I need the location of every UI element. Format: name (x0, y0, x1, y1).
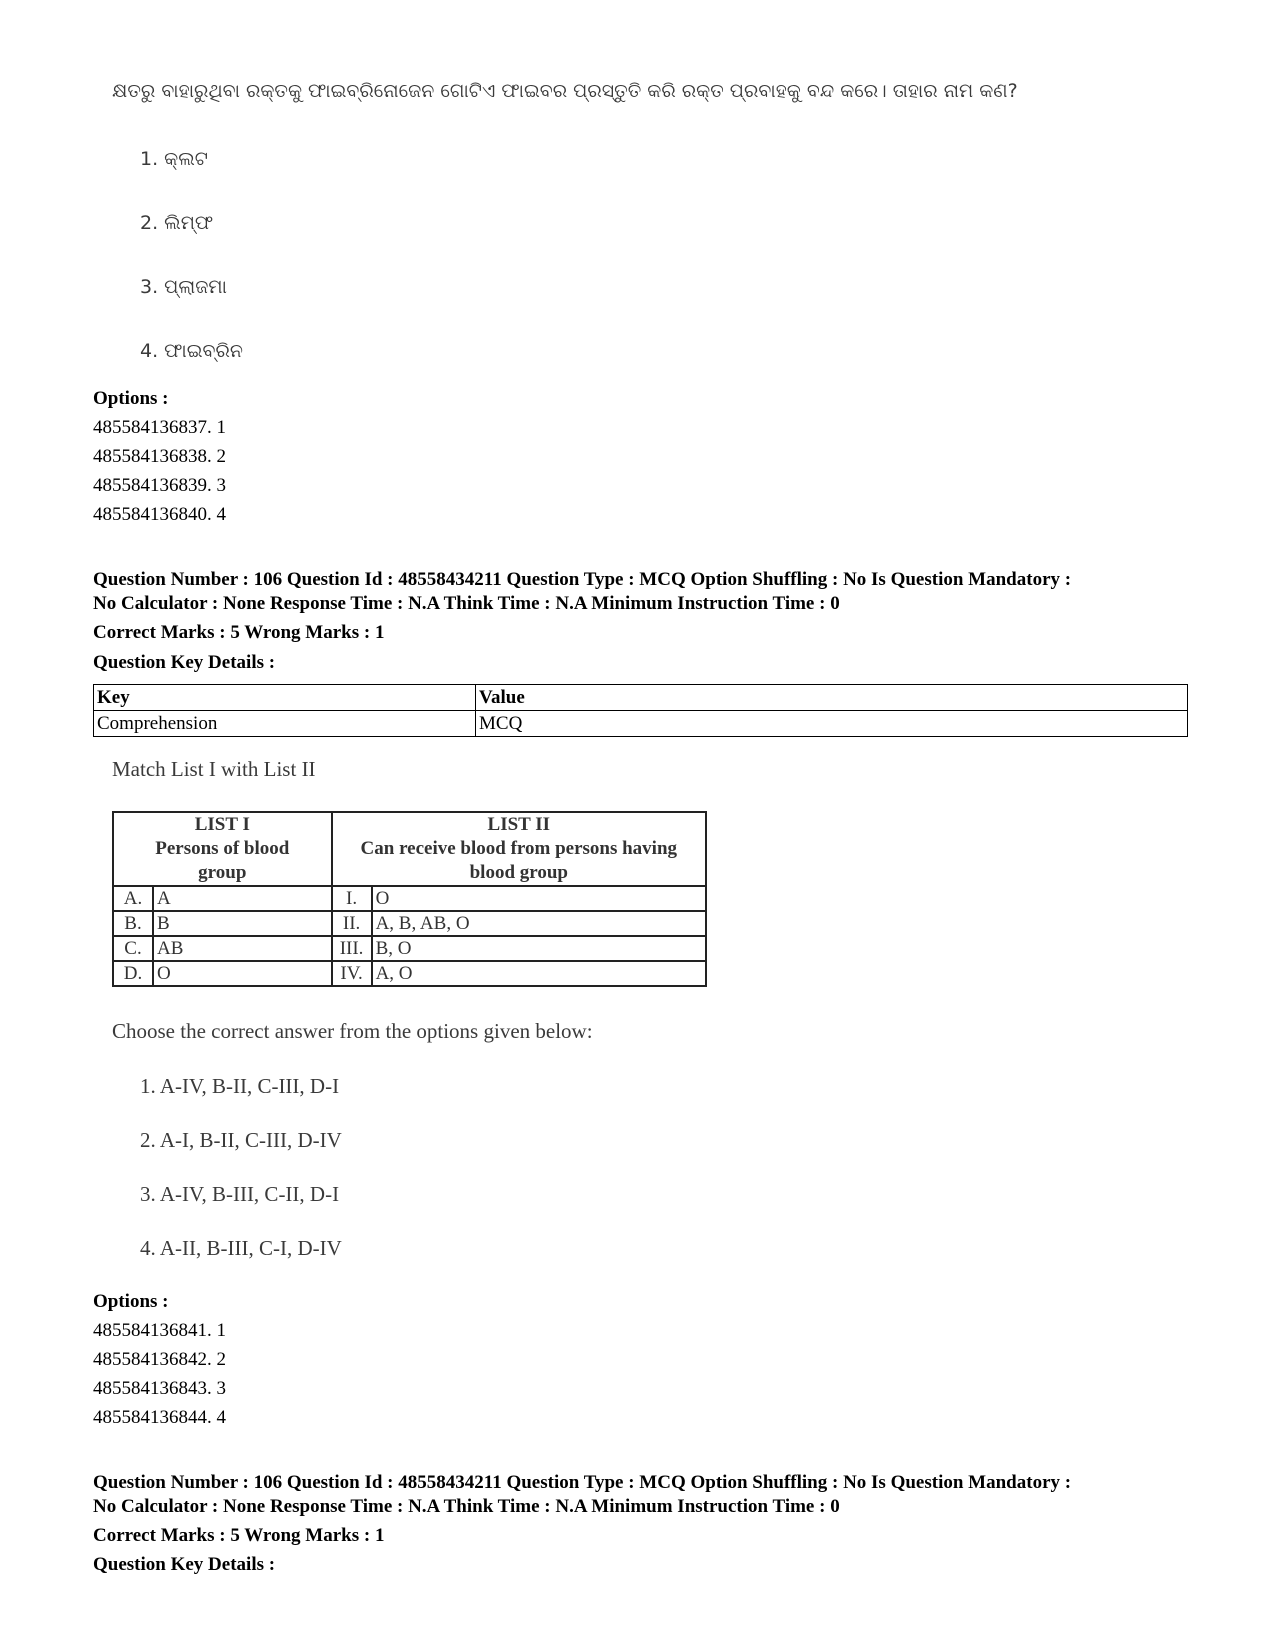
list1-value: B (153, 911, 332, 936)
list1-title: LIST I (194, 814, 250, 835)
list2-title: LIST II (487, 814, 551, 835)
answer-choice-2: 2. A-I, B-II, C-III, D-IV (140, 1128, 342, 1152)
table-row (113, 886, 706, 911)
list1-subtitle: Persons of blood (155, 838, 290, 859)
choice-4: 4. ଫାଇବ୍ରିନ (140, 340, 243, 362)
choice-1: 1. କ୍ଲଟ (140, 148, 208, 170)
options-label: Options : (93, 1291, 169, 1312)
option-line: 485584136838. 2 (93, 446, 226, 467)
choose-instruction: Choose the correct answer from the options given below: (112, 1019, 593, 1043)
question-meta-line1: Question Number : 106 Question Id : 48558434211 Question Type : MCQ Option Shuffling : No Is Question Mandatory : (93, 569, 1072, 590)
list2-value: A, B, AB, O (372, 911, 706, 936)
list2-numeral: I. (332, 886, 372, 911)
option-line: 485584136842. 2 (93, 1349, 226, 1370)
list2-value: B, O (372, 936, 706, 961)
list2-header (332, 812, 706, 886)
choice-3: 3. ପ୍ଲାଜମା (140, 276, 227, 298)
key-details-label: Question Key Details : (93, 652, 276, 673)
marks-line: Correct Marks : 5 Wrong Marks : 1 (93, 622, 385, 643)
list1-value: O (153, 961, 332, 986)
list1-subtitle-cont: group (198, 862, 247, 883)
list2-value: A, O (372, 961, 706, 986)
key-value-table (93, 684, 1188, 737)
answer-choice-3: 3. A-IV, B-III, C-II, D-I (140, 1182, 340, 1206)
list1-letter: D. (113, 961, 153, 986)
answer-choice-4: 4. A-II, B-III, C-I, D-IV (140, 1236, 342, 1260)
question-meta-line1: Question Number : 106 Question Id : 48558434211 Question Type : MCQ Option Shuffling : No Is Question Mandatory : (93, 1472, 1072, 1493)
option-line: 485584136837. 1 (93, 417, 226, 438)
question-meta-line2: No Calculator : None Response Time : N.A Think Time : N.A Minimum Instruction Time : 0 (93, 593, 840, 614)
option-line: 485584136840. 4 (93, 504, 226, 525)
key-cell: Comprehension (94, 711, 476, 737)
option-line: 485584136844. 4 (93, 1407, 226, 1428)
match-intro: Match List I with List II (112, 757, 316, 781)
list1-value: A (153, 886, 332, 911)
list2-numeral: III. (332, 936, 372, 961)
list1-value: AB (153, 936, 332, 961)
option-line: 485584136841. 1 (93, 1320, 226, 1341)
marks-line: Correct Marks : 5 Wrong Marks : 1 (93, 1525, 385, 1546)
key-details-label: Question Key Details : (93, 1554, 276, 1575)
list2-numeral: II. (332, 911, 372, 936)
option-line: 485584136839. 3 (93, 475, 226, 496)
list1-header (113, 812, 332, 886)
options-label: Options : (93, 388, 169, 409)
option-line: 485584136843. 3 (93, 1378, 226, 1399)
list2-subtitle-cont: blood group (469, 862, 568, 883)
table-row (113, 911, 706, 936)
list1-letter: B. (113, 911, 153, 936)
list1-letter: A. (113, 886, 153, 911)
answer-choice-1: 1. A-IV, B-II, C-III, D-I (140, 1074, 340, 1098)
list1-letter: C. (113, 936, 153, 961)
value-header: Value (476, 685, 1188, 711)
table-row (113, 961, 706, 986)
question-meta-line2: No Calculator : None Response Time : N.A Think Time : N.A Minimum Instruction Time : 0 (93, 1496, 840, 1517)
list2-value: O (372, 886, 706, 911)
table-row (113, 936, 706, 961)
list2-subtitle: Can receive blood from persons having (360, 838, 678, 859)
choice-2: 2. ଲିମ୍ଫ (140, 212, 214, 234)
question-stem-odia: କ୍ଷତରୁ ବାହାରୁଥିବା ରକ୍ତକୁ ଫାଇବ୍ରିନୋଜେନ ଗୋଟିଏ ଫାଇବର ପ୍ରସ୍ତୁତି କରି ରକ୍ତ ପ୍ରବାହକୁ ବନ୍ଦ କରେ। ତାହାର ନାମ କଣ? (112, 80, 1018, 102)
key-header: Key (94, 685, 476, 711)
list2-numeral: IV. (332, 961, 372, 986)
match-list-table (112, 811, 707, 987)
value-cell: MCQ (476, 711, 1188, 737)
